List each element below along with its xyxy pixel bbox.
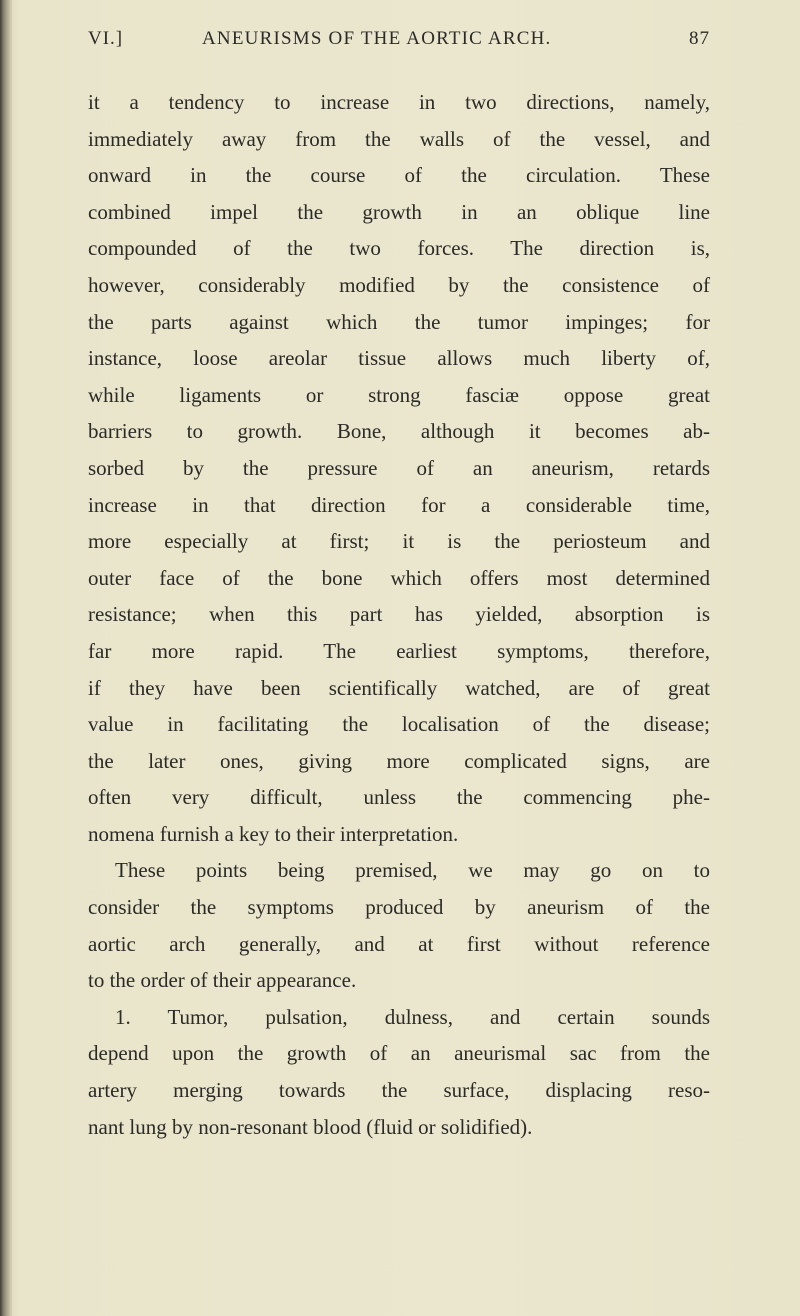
text-line: resistance; when this part has yielded, absorption is [88, 602, 710, 627]
text-line: nant lung by non-resonant blood (fluid or solidified). [88, 1114, 533, 1139]
text-line: onward in the course of the circulation. These [88, 163, 710, 188]
text-line: while ligaments or strong fasciæ oppose great [88, 382, 710, 407]
text-line: aortic arch generally, and at first without reference [88, 931, 710, 956]
text-line: increase in that direction for a considerable time, [88, 492, 710, 517]
text-line: outer face of the bone which offers most determined [88, 565, 710, 590]
text-line: however, considerably modified by the consistence of [88, 272, 710, 297]
text-line: consider the symptoms produced by aneurism of the [88, 895, 710, 920]
text-line: often very difficult, unless the commencing phe- [88, 785, 710, 810]
text-line: the parts against which the tumor impinges; for [88, 309, 710, 334]
page-number: 87 [689, 28, 710, 49]
running-header [88, 28, 710, 54]
page-spine-shadow [0, 0, 12, 1316]
text-line: value in facilitating the localisation of the disease; [88, 712, 710, 737]
text-line: instance, loose areolar tissue allows much liberty of, [88, 346, 710, 371]
text-line: far more rapid. The earliest symptoms, therefore, [88, 638, 710, 663]
paragraph-first-line: 1. Tumor, pulsation, dulness, and certain sounds [115, 1004, 710, 1029]
text-line: depend upon the growth of an aneurismal sac from the [88, 1041, 710, 1066]
paragraph-first-line: These points being premised, we may go on to [115, 858, 710, 883]
text-line: combined impel the growth in an oblique line [88, 199, 710, 224]
text-line: sorbed by the pressure of an aneurism, retards [88, 455, 710, 480]
body-text [88, 84, 710, 1145]
text-line: to the order of their appearance. [88, 968, 357, 993]
text-line: nomena furnish a key to their interpretation. [88, 821, 459, 846]
text-line: the later ones, giving more complicated signs, are [88, 748, 710, 773]
text-line: barriers to growth. Bone, although it becomes ab- [88, 419, 710, 444]
text-line: more especially at first; it is the periosteum and [88, 529, 710, 554]
text-line: it a tendency to increase in two directions, namely, [88, 90, 710, 114]
text-line: compounded of the two forces. The direction is, [88, 236, 710, 261]
text-line: artery merging towards the surface, displacing reso- [88, 1078, 710, 1103]
running-title: ANEURISMS OF THE AORTIC ARCH. [202, 28, 552, 49]
chapter-number: VI.] [88, 28, 124, 49]
text-line: if they have been scientifically watched, are of great [88, 675, 710, 700]
text-line: immediately away from the walls of the vessel, and [88, 126, 710, 151]
